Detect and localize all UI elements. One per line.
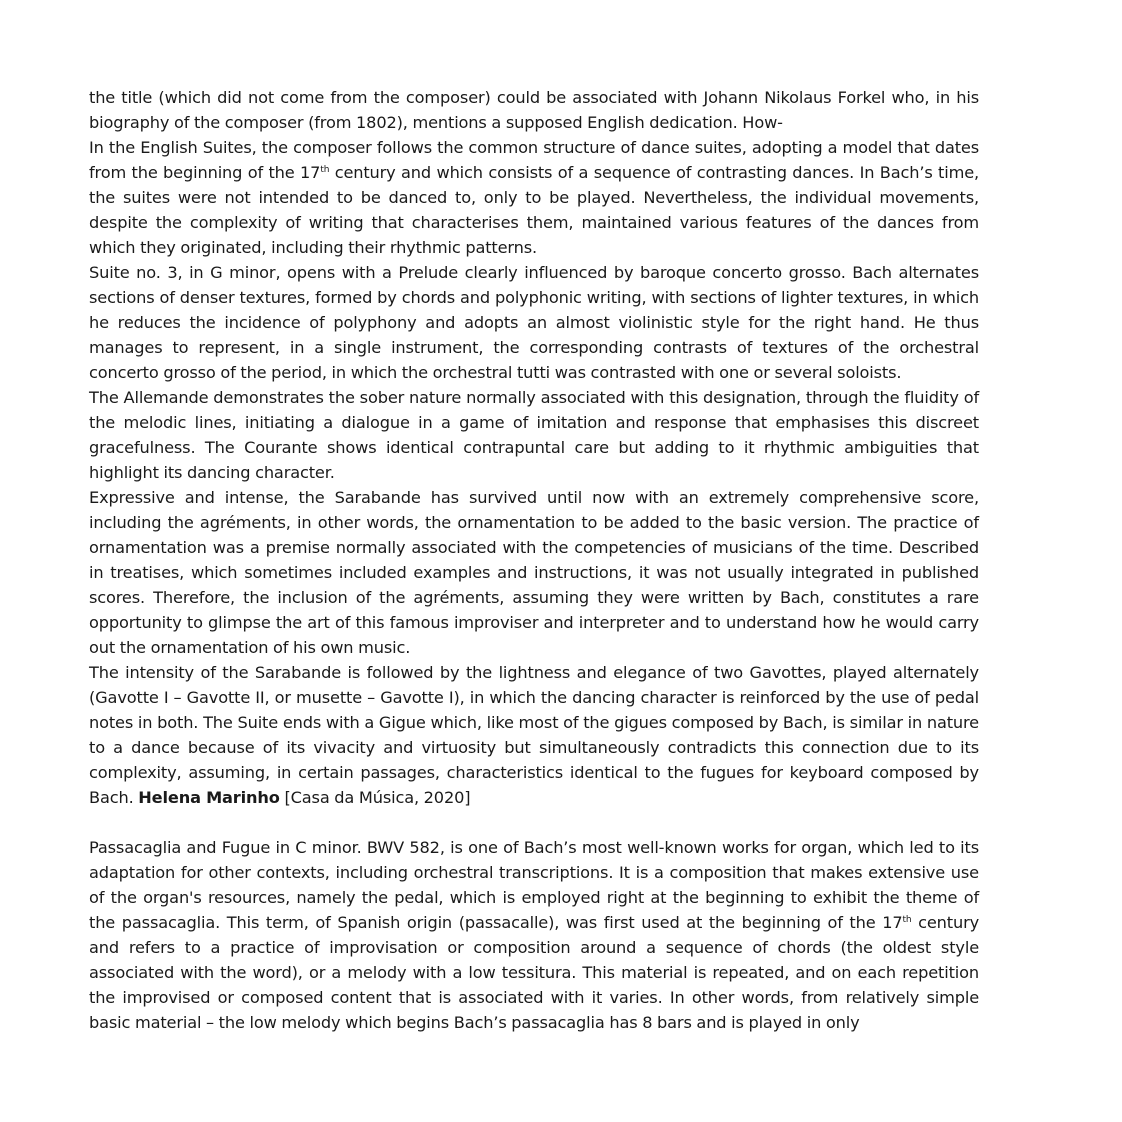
document-page (89, 85, 979, 1035)
source-citation: [Casa da Música, 2020] (279, 788, 471, 807)
paragraph-text: The intensity of the Sarabande is followed by the lightness and elegance of two Gavottes, played alternately (Gavotte I – Gavotte II, or musette – Gavotte I), in which the dancing character is reinforced by the use of pedal notes in both. The Suite ends with a Gigue which, like most of the gigues composed by Bach, is similar in nature to a dance because of its vivacity and virtuosity but simultaneously contradicts this connection due to its complexity, assuming, in certain passages, characteristics identical to the fugues for keyboard composed by Bach. (89, 663, 979, 807)
paragraph-allemande: The Allemande demonstrates the sober nature normally associated with this designation, through the fluidity of the melodic lines, initiating a dialogue in a game of imitation and response that emphasises this discreet gracefulness. The Courante shows identical contrapuntal care but adding to it rhythmic ambiguities that highlight its dancing character. (89, 388, 979, 482)
paragraph-english-suites (89, 135, 979, 260)
author-name: Helena Marinho (138, 788, 280, 807)
paragraph-text: Passacaglia and Fugue in C minor. BWV 582, is one of Bach’s most well-known works for organ, which led to its adaptation for other contexts, including orchestral transcriptions. It is a composition that makes extensive use of the organ's resources, namely the pedal, which is employed right at the beginning to exhibit the theme of the passacaglia. This term, of Spanish origin (passacalle), was first used at the beginning of the 17 (89, 838, 979, 932)
paragraph-text: century and refers to a practice of improvisation or composition around a sequence of chords (the oldest style associated with the word), or a melody with a low tessitura. This material is repeated, and on each repetition the improvised or composed content that is associated with it varies. In other words, from relatively simple basic material – the low melody which begins Bach’s passacaglia has 8 bars and is played in only (89, 913, 979, 1032)
paragraph-gavottes (89, 660, 979, 810)
paragraph-sarabande: Expressive and intense, the Sarabande has survived until now with an extremely comprehensive score, including the agréments, in other words, the ornamentation to be added to the basic version. The practice of ornamentation was a premise normally associated with the competencies of musicians of the time. Described in treatises, which sometimes included examples and instructions, it was not usually integrated in published scores. Therefore, the inclusion of the agréments, assuming they were written by Bach, constitutes a rare opportunity to glimpse the art of this famous improviser and interpreter and to understand how he would carry out the ornamentation of his own music. (89, 488, 979, 657)
paragraph-text: century and which consists of a sequence of contrasting dances. In Bach’s time, the suites were not intended to be danced to, only to be played. Nevertheless, the individual movements, despite the complexity of writing that characterises them, maintained various features of the dances from which they originated, including their rhythmic patterns. (89, 163, 980, 257)
intro-line: the title (which did not come from the composer) could be associated with Johann Nikolaus Forkel who, in his biography of the composer (from 1802), mentions a supposed English dedication. How- (89, 88, 979, 132)
paragraph-text: In the English Suites, the composer follows the common structure of dance suites, adopting a model that dates from the beginning of the 17 (89, 138, 979, 182)
ordinal-superscript: th (320, 165, 330, 175)
paragraph-suite-no3: Suite no. 3, in G minor, opens with a Prelude clearly influenced by baroque concerto grosso. Bach alternates sections of denser textures, formed by chords and polyphonic writing, with sections of lighter textures, in which he reduces the incidence of polyphony and adopts an almost violinistic style for the right hand. He thus manages to represent, in a single instrument, the corresponding contrasts of textures of the orchestral concerto grosso of the period, in which the orchestral tutti was contrasted with one or several soloists. (89, 263, 979, 382)
paragraph-passacaglia (89, 835, 979, 1035)
paragraph-gap (89, 810, 979, 835)
ordinal-superscript: th (902, 915, 912, 925)
